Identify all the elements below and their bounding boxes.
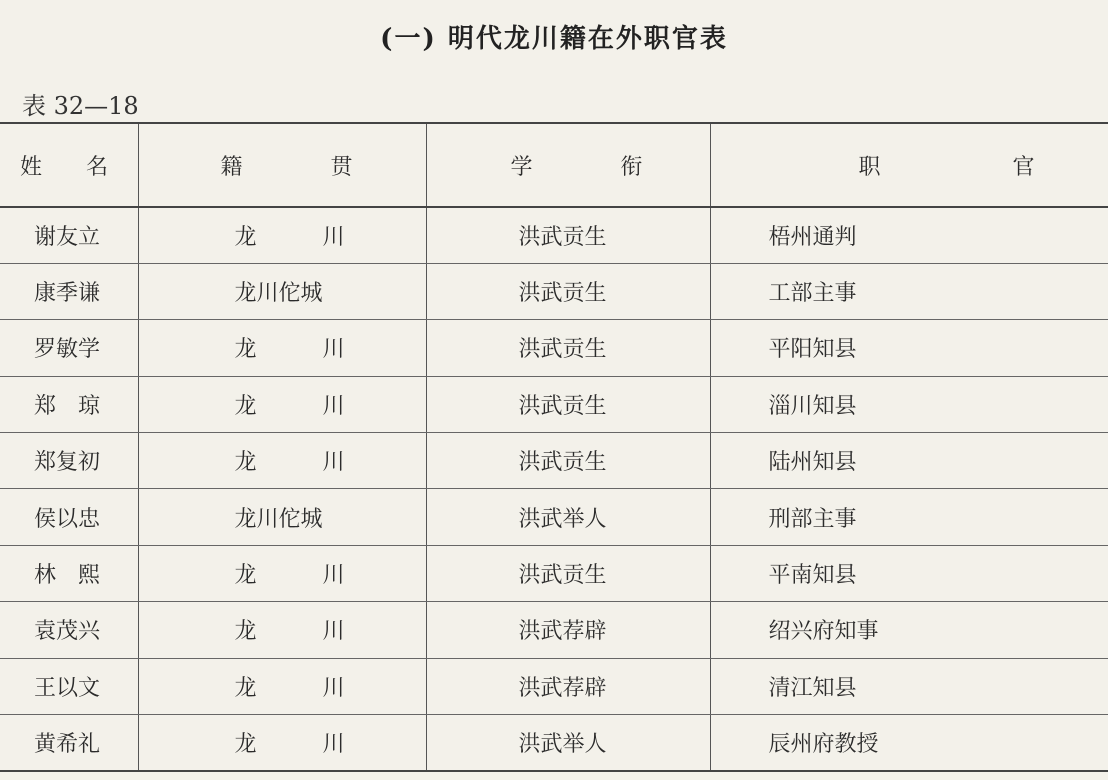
table-row — [0, 489, 1108, 545]
table-row — [0, 545, 1108, 601]
cell-scholarship: 洪武贡生 — [426, 376, 710, 432]
cell-name: 侯以忠 — [0, 489, 138, 545]
cell-name: 谢友立 — [0, 207, 138, 263]
header-origin: 籍 贯 — [138, 123, 426, 207]
cell-name: 康季谦 — [0, 263, 138, 319]
table-row — [0, 320, 1108, 376]
header-name: 姓 名 — [0, 123, 138, 207]
cell-name: 郑复初 — [0, 433, 138, 489]
table-row — [0, 602, 1108, 658]
cell-scholarship: 洪武贡生 — [426, 545, 710, 601]
cell-origin: 龙 川 — [138, 658, 426, 714]
cell-name: 林 熙 — [0, 545, 138, 601]
cell-name: 王以文 — [0, 658, 138, 714]
cell-position: 陆州知县 — [710, 433, 1108, 489]
cell-origin: 龙 川 — [138, 715, 426, 771]
cell-position: 梧州通判 — [710, 207, 1108, 263]
cell-position: 淄川知县 — [710, 376, 1108, 432]
header-position: 职 官 — [710, 123, 1108, 207]
table-row — [0, 376, 1108, 432]
cell-scholarship: 洪武举人 — [426, 489, 710, 545]
cell-origin: 龙 川 — [138, 433, 426, 489]
cell-origin: 龙 川 — [138, 207, 426, 263]
cell-scholarship: 洪武贡生 — [426, 433, 710, 489]
cell-position: 刑部主事 — [710, 489, 1108, 545]
cell-position: 辰州府教授 — [710, 715, 1108, 771]
cell-origin: 龙 川 — [138, 545, 426, 601]
table-number: 表 32—18 — [22, 92, 139, 120]
cell-scholarship: 洪武荐辟 — [426, 602, 710, 658]
officials-table — [0, 122, 1108, 772]
table-row — [0, 207, 1108, 263]
table-row — [0, 658, 1108, 714]
cell-origin: 龙 川 — [138, 602, 426, 658]
header-scholarship: 学 衔 — [426, 123, 710, 207]
cell-name: 袁茂兴 — [0, 602, 138, 658]
cell-position: 平南知县 — [710, 545, 1108, 601]
cell-origin: 龙川佗城 — [138, 263, 426, 319]
table-row — [0, 263, 1108, 319]
table-row — [0, 433, 1108, 489]
table-row — [0, 715, 1108, 771]
cell-name: 罗敏学 — [0, 320, 138, 376]
cell-position: 工部主事 — [710, 263, 1108, 319]
header-row — [0, 123, 1108, 207]
page-title: (一) 明代龙川籍在外职官表 — [380, 24, 728, 54]
cell-position: 清江知县 — [710, 658, 1108, 714]
cell-scholarship: 洪武贡生 — [426, 320, 710, 376]
cell-position: 平阳知县 — [710, 320, 1108, 376]
cell-name: 郑 琼 — [0, 376, 138, 432]
cell-scholarship: 洪武举人 — [426, 715, 710, 771]
cell-scholarship: 洪武贡生 — [426, 263, 710, 319]
cell-origin: 龙 川 — [138, 320, 426, 376]
cell-scholarship: 洪武贡生 — [426, 207, 710, 263]
cell-origin: 龙川佗城 — [138, 489, 426, 545]
cell-scholarship: 洪武荐辟 — [426, 658, 710, 714]
cell-name: 黄希礼 — [0, 715, 138, 771]
cell-position: 绍兴府知事 — [710, 602, 1108, 658]
cell-origin: 龙 川 — [138, 376, 426, 432]
